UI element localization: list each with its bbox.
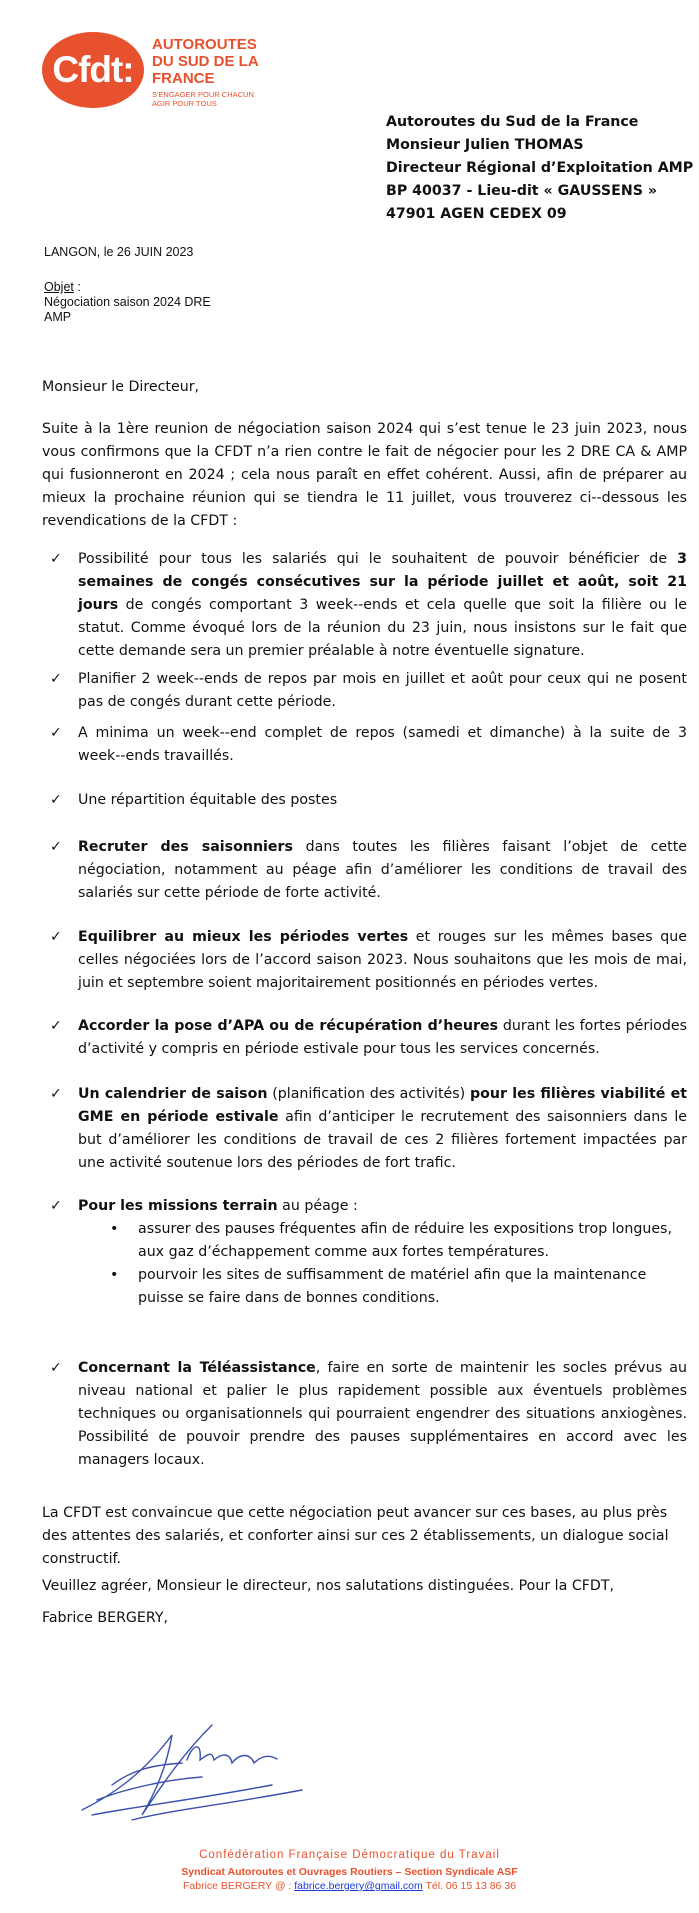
footer-confederation: Confédération Française Démocratique du Travail [199, 1849, 500, 1861]
logo-mark: Cfdt: [42, 32, 144, 108]
list-item [42, 668, 687, 714]
recipient-line4: BP 40037 - Lieu-dit « GAUSSENS » [386, 183, 658, 199]
item-text: durant les fortes périodes d’activité y compris en période estivale pour tous les services concernés. [78, 1018, 687, 1057]
closing-line: Veuillez agréer, Monsieur le directeur, nos salutations distinguées. Pour la CFDT, [42, 1578, 614, 1594]
item-text: Possibilité pour tous les salariés qui le souhaitent de pouvoir bénéficier de [78, 551, 678, 567]
logo-line1: AUTOROUTES [152, 36, 257, 53]
intro-paragraph: Suite à la 1ère reunion de négociation saison 2024 qui s’est tenue le 23 juin 2023, nous vous confirmons que la CFDT n’a rien contre le fait de négocier pour les 2 DRE CA & AMP qui fusionneront en 2024 ; cela nous paraît en effet cohérent. Aussi, afin de préparer au mieux la prochaine réunion qui se tiendra le 11 juillet, vous trouverez ci--dessous les revendications de la CFDT : [42, 421, 687, 529]
check-icon: ✓ [50, 839, 62, 855]
check-icon: ✓ [50, 792, 62, 808]
item-text: dans toutes les filières faisant l’objet de cette négociation, notamment au péage afin d’améliorer les conditions de travail des salariés sur cette période de forte activité. [78, 839, 688, 901]
check-icon: ✓ [50, 1086, 62, 1102]
recipient-line3: Directeur Régional d’Exploitation AMP [386, 160, 694, 176]
subject-line1: Négociation saison 2024 DRE [44, 295, 211, 309]
footer-contact [0, 1880, 699, 1892]
footer-union: Syndicat Autoroutes et Ouvrages Routiers – Section Syndicale ASF [181, 1866, 518, 1878]
item-bold: 3 semaines de congés consécutives sur la période juillet et août, soit 21 jours [78, 551, 687, 613]
salutation: Monsieur le Directeur, [42, 379, 200, 395]
item-text: Planifier 2 week--ends de repos par mois en juillet et août pour ceux qui ne posent pas de congés durant cette période. [78, 671, 687, 710]
item-text: et rouges sur les mêmes bases que celles négociées lors de l’accord saison 2023. Nous souhaitons que les mois de mai, juin et septembre soient majoritairement positionnés en périodes vertes. [78, 929, 688, 991]
recipient-address [386, 111, 693, 226]
check-icon: ✓ [50, 929, 62, 945]
place-date: LANGON, le 26 JUIN 2023 [44, 245, 194, 259]
list-item [42, 836, 687, 905]
item-bold: Un calendrier de saison [78, 1086, 268, 1102]
check-icon: ✓ [50, 1018, 62, 1034]
recipient-line1: Autoroutes du Sud de la France [386, 114, 639, 130]
bullet-icon: • [110, 1267, 119, 1283]
logo-tagline2: AGIR POUR TOUS [152, 99, 217, 108]
list-item [42, 1015, 687, 1061]
check-icon: ✓ [50, 551, 62, 567]
logo-line2: DU SUD DE LA FRANCE [152, 53, 259, 87]
list-item [42, 548, 687, 663]
sub-item-text: assurer des pauses fréquentes afin de réduire les expositions trop longues, aux gaz d’échappement comme aux fortes températures. [138, 1221, 672, 1260]
list-item [42, 789, 687, 812]
subject-label: Objet [44, 280, 74, 294]
logo-text [152, 36, 302, 108]
item-text: , faire en sorte de maintenir les socles prévus au niveau national et palier le plus rapidement possible aux éventuels problèmes techniques ou organisationnels qui pourraient engendrer des situations anxiogènes. Possibilité de pouvoir prendre des pauses supplémentaires en accord avec les managers locaux. [78, 1360, 687, 1468]
signer-name: Fabrice BERGERY, [42, 1610, 169, 1626]
subject-line2: AMP [44, 310, 72, 324]
item-text: afin d’anticiper le recrutement des saisonniers dans le but d’améliorer les conditions de travail de ces 2 filières fortement impactées par une activité soutenue lors des périodes de fort trafic. [78, 1109, 687, 1171]
item-text: Une répartition équitable des postes [78, 792, 338, 808]
list-item [42, 1083, 687, 1175]
check-icon: ✓ [50, 671, 62, 687]
cfdt-logo [42, 24, 302, 114]
sub-list-item [110, 1218, 685, 1264]
item-bold: Concernant la Téléassistance [78, 1360, 316, 1376]
item-text: A minima un week--end complet de repos (samedi et dimanche) à la suite de 3 week--ends travaillés. [78, 725, 687, 764]
sub-item-text: pourvoir les sites de suffisamment de matériel afin que la maintenance puisse se faire dans de bonnes conditions. [138, 1267, 647, 1306]
list-item [42, 926, 687, 995]
footer-contact-label: Fabrice BERGERY @ : [183, 1880, 295, 1892]
list-item [42, 722, 687, 768]
item-text: de congés comportant 3 week--ends et cela quelle que soit la filière ou le statut. Comme évoqué lors de la réunion du 23 juin, nous insistons sur le fait que cette demande sera un premier préalable à notre éventuelle signature. [78, 597, 687, 659]
item-text: (planification des activités) [267, 1086, 470, 1102]
subject-colon: : [73, 280, 81, 294]
recipient-line2: Monsieur Julien THOMAS [386, 137, 584, 153]
check-icon: ✓ [50, 725, 62, 741]
item-text: au péage : [277, 1198, 358, 1214]
handwritten-signature [72, 1715, 322, 1830]
email-link[interactable]: fabrice.bergery@gmail.com [294, 1880, 423, 1892]
conclusion-paragraph: La CFDT est convaincue que cette négociation peut avancer sur ces bases, au plus près des attentes des salariés, et conforter ainsi sur ces 2 établissements, un dialogue social constructif. [42, 1505, 669, 1567]
list-item [42, 1195, 687, 1218]
item-bold: pour les filières viabilité et GME en période estivale [78, 1086, 687, 1125]
logo-tagline1: S'ENGAGER POUR CHACUN [152, 90, 254, 99]
item-bold: Accorder la pose d’APA ou de récupération d’heures [78, 1018, 499, 1034]
check-icon: ✓ [50, 1360, 62, 1376]
item-bold: Pour les missions terrain [78, 1198, 278, 1214]
check-icon: ✓ [50, 1198, 62, 1214]
footer-phone: Tél. 06 15 13 86 36 [422, 1880, 516, 1892]
sub-list-item [110, 1264, 685, 1310]
recipient-line5: 47901 AGEN CEDEX 09 [386, 206, 567, 222]
bullet-icon: • [110, 1221, 119, 1237]
item-bold: Equilibrer au mieux les périodes vertes [78, 929, 409, 945]
item-bold: Recruter des saisonniers [78, 839, 293, 855]
list-item [42, 1357, 687, 1472]
subject-block [44, 280, 211, 325]
